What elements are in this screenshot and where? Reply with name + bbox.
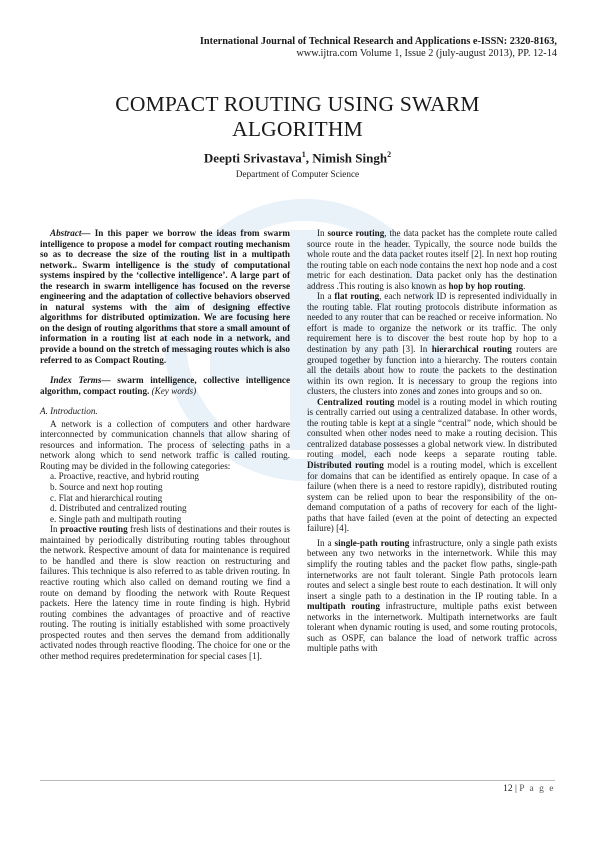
text-run: model is a routing model, which is excellent for domains that can be identified as entirely opaque. In case of a failure (when there is a need to restore rapidly), distributed routing system can be relied upon to bear the responsibility of the on-demand computation of a paths of recovery for each of the light-paths that have failed (even at the point of detecting an expected failure) [4]. — [307, 460, 557, 534]
authors — [40, 150, 555, 166]
journal-volume: www.ijtra.com Volume 1, Issue 2 (july-august 2013), PP. 12-14 — [296, 48, 557, 59]
intro-paragraph-1: A network is a collection of computers and other hardware interconnected by communication channels that allow sharing of resources and information. The process of selecting paths in a network along which to send network traffic is called routing. Routing may be divided in the following categories: — [40, 418, 290, 471]
term-hop-by-hop-routing: hop by hop routing — [448, 280, 524, 291]
title-line-2: ALGORITHM — [232, 117, 363, 141]
list-item: c. Flat and hierarchical routing — [50, 492, 163, 503]
author-1: Deepti Srivastava — [203, 150, 302, 166]
page-number-separator: | — [512, 784, 520, 794]
text-run: , each network ID is represented individually in the routing table. Flat routing protocols distribute information as needed to any router that can be reached or receive information. No effort is made to organize the network or its traffic. The only requirement here is to discover the best route hop by hop to a destination by any path [3]. In — [307, 291, 557, 355]
journal-header — [137, 36, 557, 60]
text-run: fresh lists of destinations and their routes is maintained by periodically distributing routing tables throughout the network. Respective amount of data for maintenance is required to be handled and there is slow reaction on restructuring and failures. This technique is also referred to as table driven routing. In reactive routing which also called on demand routing we find a route on demand by flooding the network with Route Request packets. Here the latency time in route finding is high. Hybrid routing combines the advantages of proactive and of reactive routing. The routing is initially established with some proactively prospected routes and then serves the demand from additionally activated nodes through reactive flooding. The choice for one or the other method requires predetermination for special cases [1]. — [40, 524, 290, 661]
text-run: infrastructure, multiple paths exist between networks in the internetwork. Multipath internetworks are fault tolerant when dynamic routing is used, and some routing protocols, such as OSPF, can balance the load of network traffic across multiple paths with — [307, 601, 557, 654]
centralized-routing-paragraph — [307, 397, 557, 534]
term-flat-routing: flat routing — [334, 291, 380, 302]
single-path-routing-paragraph — [307, 538, 557, 654]
section-heading-introduction: A. Introduction. — [40, 406, 98, 417]
text-run: In — [317, 228, 328, 238]
index-terms-text: swarm intelligence, collective intelligence algorithm, compact routing. — [40, 375, 290, 396]
text-run: In a — [317, 291, 335, 302]
author-1-affiliation: 1 — [301, 150, 306, 159]
term-source-routing: source routing — [327, 228, 385, 238]
journal-name: International Journal of Technical Research and Applications e-ISSN: 2320-8163, — [199, 36, 557, 47]
paper-title — [40, 92, 555, 142]
flat-routing-paragraph — [307, 291, 557, 396]
author-2-affiliation: 2 — [387, 150, 392, 159]
abstract — [40, 228, 290, 365]
index-terms — [40, 375, 290, 396]
list-item: b. Source and next hop routing — [50, 482, 163, 493]
term-single-path-routing: single-path routing — [334, 537, 410, 548]
left-column — [40, 228, 290, 661]
source-routing-paragraph — [307, 228, 557, 291]
routing-categories-list — [40, 471, 290, 524]
department: Department of Computer Science — [235, 169, 360, 179]
term-proactive-routing: proactive routing — [60, 524, 128, 535]
intro-paragraph-2 — [40, 524, 290, 661]
list-item: e. Single path and multipath routing — [50, 513, 182, 524]
page-number — [503, 784, 555, 794]
abstract-text: In this paper we borrow the ideas from swarm intelligence to propose a model for compact routing mechanism so as to decrease the size of the routing list in a multipath network.. Swarm intelligence is the study of computational systems inspired by the ‘collective intelligence’. A large part of the research in swarm intelligence has focused on the reverse engineering and the adaptation of collective behaviors observed in natural systems with the aim of designing effective algorithms for distributed optimization. We are focusing here on the design of routing algorithms that store a small amount of information in a routing list at each node in a network, and provide a bound on the stretch of messaging routes which is also referred to as Compact Routing. — [40, 228, 290, 365]
abstract-lead: Abstract— — [50, 228, 91, 238]
right-column — [307, 228, 557, 654]
index-terms-lead: Index Terms— — [50, 375, 111, 386]
term-hierarchical-routing: hierarchical routing — [431, 344, 512, 355]
term-multipath-routing: multipath routing — [307, 601, 380, 612]
term-centralized-routing: Centralized routing — [317, 396, 395, 407]
page-number-value: 12 — [503, 784, 513, 794]
title-line-1: COMPACT ROUTING USING SWARM — [115, 92, 480, 116]
text-run: routers are grouped together by function into a hierarchy. The routers contain all the details about how to route the packets to the destination within its own region. It is necessary to group the regions into clusters, the clusters into zones and zones into groups and so on. — [307, 344, 557, 397]
list-item: d. Distributed and centralized routing — [50, 503, 187, 514]
term-distributed-routing: Distributed routing — [307, 460, 384, 471]
list-item: a. Proactive, reactive, and hybrid routing — [50, 471, 199, 482]
text-run: , the data packet has the complete route called source route in the header. Typically, the source node builds the whole route and the data packet routes itself [2]. In next hop routing the routing table on each node contains the next hop node and a cost metric for each destination. Data packet only has the destination address .This routing is also known as — [307, 228, 557, 291]
text-run: In a — [317, 537, 335, 548]
author-separator: , — [305, 150, 313, 166]
text-run: infrastructure, only a single path exists between any two networks in the internetwork. While this may simplify the routing tables and the packet flow paths, single-path internetworks are not fault tolerant. Single Path protocols learn routes and select a single best route to each destination. It will only insert a single path to a destination in the IP routing table. In a — [307, 537, 557, 601]
footer-divider — [40, 780, 555, 781]
page-label: P a g e — [519, 784, 555, 794]
author-2: Nimish Singh — [312, 150, 388, 166]
index-terms-keywords: (Key words) — [149, 385, 197, 396]
text-run: In — [50, 524, 61, 535]
text-run: . — [523, 280, 526, 291]
text-run: model is a routing model in which routing is centrally carried out using a centralized database. In other words, the routing table is kept at a single “central” node, which should be consulted when other nodes need to make a routing decision. This centralized database possesses a global network view. In distributed routing model, each node keeps a separate routing table. — [307, 396, 557, 460]
